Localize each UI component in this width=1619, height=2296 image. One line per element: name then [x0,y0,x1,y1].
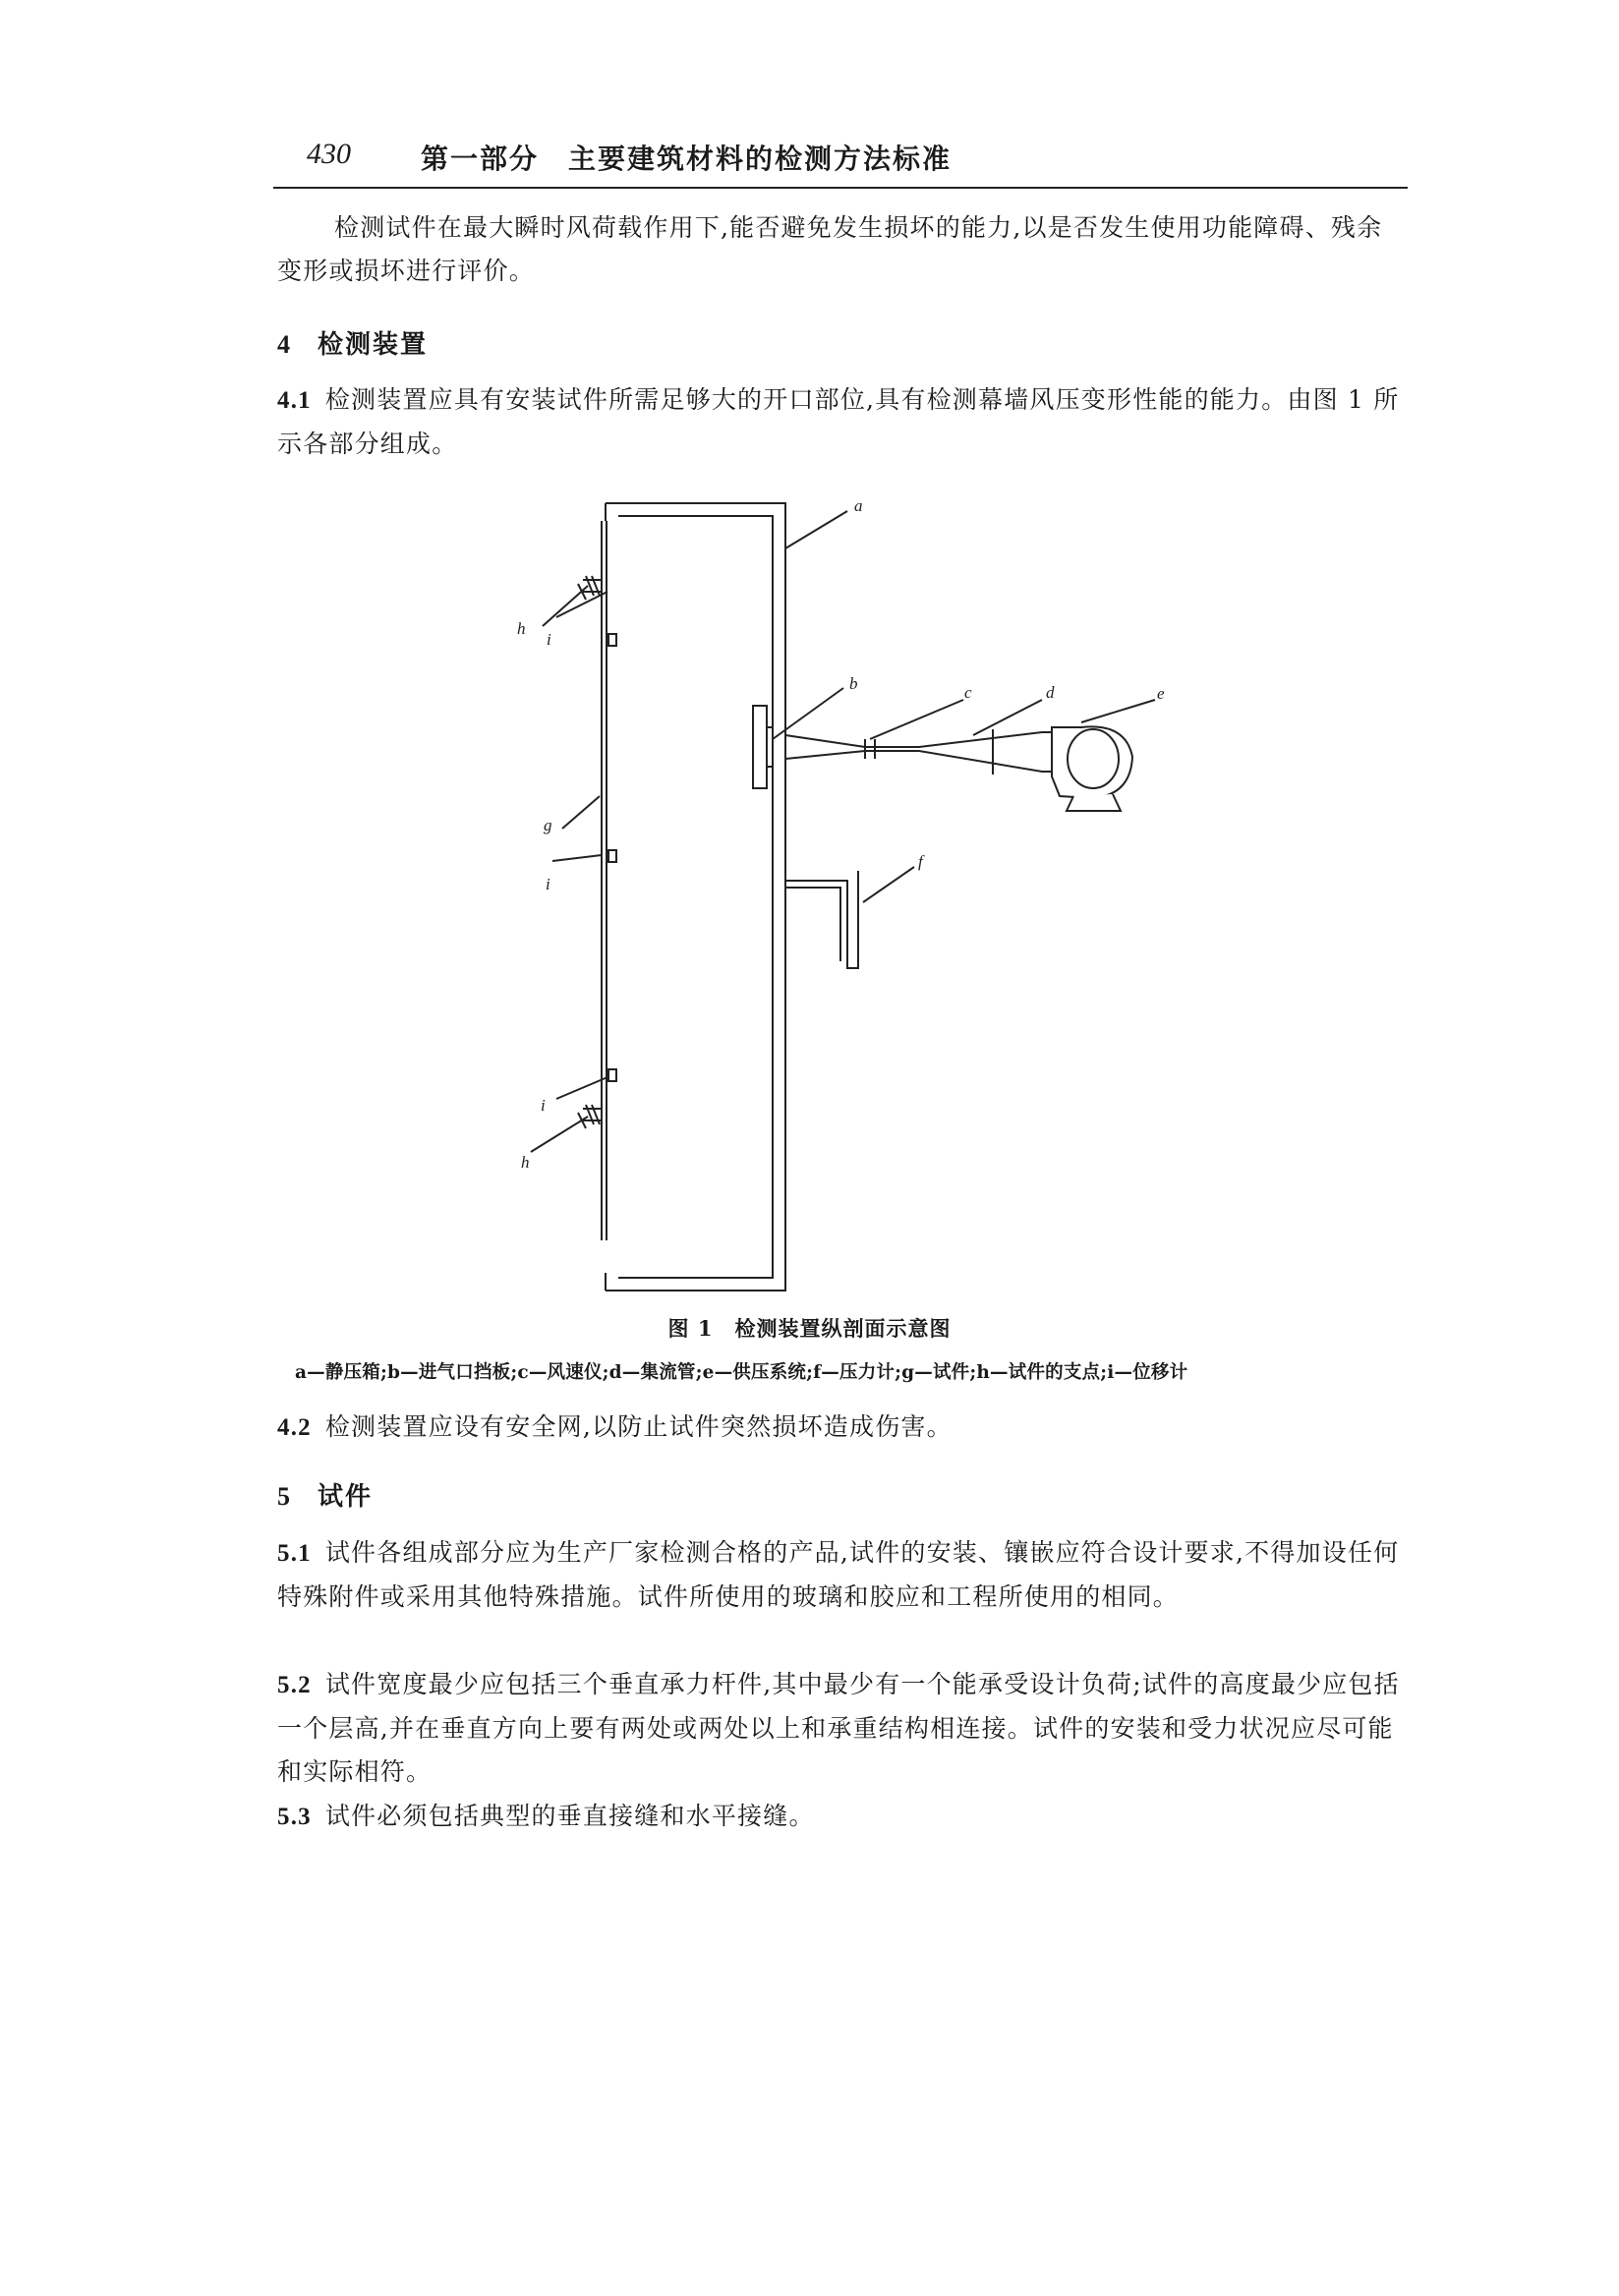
label-c: c [964,683,972,702]
section-5-title: 试件 [318,1482,374,1512]
page-number: 430 [307,138,351,170]
paragraph-4-1-number: 4.1 [277,387,312,414]
label-i-top: i [547,630,551,649]
pressure-box-outer-wall [606,503,785,1291]
label-i-bottom: i [541,1096,546,1115]
figure-legend: a—静压箱;b—进气口挡板;c—风速仪;d—集流管;e—供压系统;f—压力计;g—试件;h—试件的支点;i—位移计 [295,1362,1188,1383]
label-a: a [854,496,863,515]
paragraph-5-3 [277,1795,1408,1839]
duct-bottom [785,751,1052,772]
intro-paragraph: 检测试件在最大瞬时风荷载作用下,能否避免发生损坏的能力,以是否发生使用功能障碍、残余变形或损坏进行评价。 [277,213,1383,285]
section-5-heading [277,1476,373,1513]
paragraph-5-2-number: 5.2 [277,1672,312,1698]
pressure-box-inner-wall [618,516,773,1278]
paragraph-5-2-text: 试件宽度最少应包括三个垂直承力杆件,其中最少有一个能承受设计负荷;试件的高度最少应包括一个层高,并在垂直方向上要有两处或两处以上和承重结构相连接。试件的安装和受力状况应尽可能和实际相符。 [277,1670,1400,1786]
support-bottom [578,1105,602,1128]
running-head: 第一部分 主要建筑材料的检测方法标准 [421,143,953,175]
paragraph-4-1-text: 检测装置应具有安装试件所需足够大的开口部位,具有检测幕墙风压变形性能的能力。由图 1 所示各部分组成。 [277,385,1400,458]
section-4-title: 检测装置 [318,330,429,360]
paragraph-5-3-number: 5.3 [277,1804,312,1830]
label-f: f [918,852,923,871]
displacement-meter-bottom [608,1069,616,1081]
label-b: b [849,674,858,693]
section-5-number: 5 [277,1482,292,1511]
paragraph-4-2-number: 4.2 [277,1414,312,1441]
displacement-meter-top [608,634,616,646]
figure-caption: 图 1 检测装置纵剖面示意图 [667,1316,952,1341]
label-e: e [1157,684,1165,703]
paragraph-4-2 [277,1406,1408,1450]
paragraph-5-1-text: 试件各组成部分应为生产厂家检测合格的产品,试件的安装、镶嵌应符合设计要求,不得加设任何特殊附件或采用其他特殊措施。试件所使用的玻璃和胶应和工程所使用的相同。 [277,1538,1400,1611]
duct-top [785,732,1052,747]
fan-base [1067,794,1121,811]
inlet-baffle [753,706,767,788]
paragraph-5-1 [277,1531,1408,1619]
label-i-mid: i [546,875,550,893]
label-d: d [1046,683,1055,702]
label-h-bottom: h [521,1153,530,1172]
manometer [785,871,858,968]
paragraph-5-1-number: 5.1 [277,1540,312,1567]
paragraph-4-2-text: 检测装置应设有安全网,以防止试件突然损坏造成伤害。 [324,1412,953,1441]
paragraph-5-2 [277,1663,1408,1794]
label-h-top: h [517,619,526,638]
paragraph-5-3-text: 试件必须包括典型的垂直接缝和水平接缝。 [324,1802,815,1830]
section-4-number: 4 [277,330,292,359]
displacement-meter-mid [608,850,616,862]
label-g: g [544,816,552,834]
